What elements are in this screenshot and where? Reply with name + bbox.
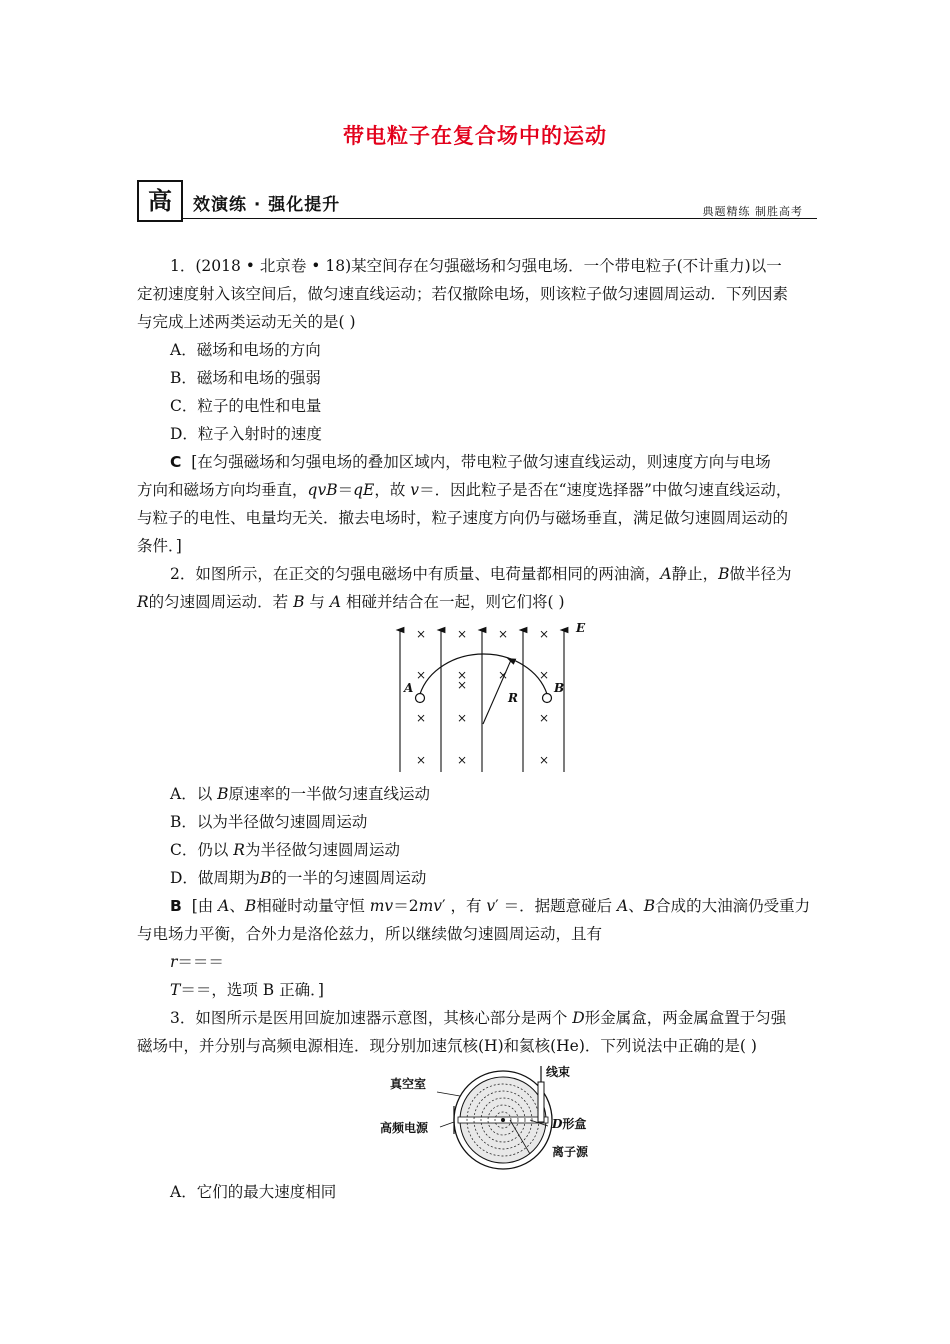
q1-option-c: C．粒子的电性和电量 [170, 397, 322, 415]
q2-field-figure [390, 620, 600, 780]
q2-text: ＝2 [393, 897, 419, 915]
banner-heading: 效演练 · 强化提升 [193, 195, 341, 215]
droplet-a [416, 694, 425, 703]
q1-option-b: B．磁场和电场的强弱 [170, 369, 321, 387]
cross-mark: × [497, 627, 509, 641]
cross-mark: × [456, 678, 468, 692]
q1-line-1: 1．(2018 • 北京卷 • 18)某空间存在匀强磁场和匀强电场．一个带电粒子(不计重力)以一 [170, 257, 782, 275]
q1-exp-formula: ＝ [337, 481, 354, 499]
cross-mark: × [415, 668, 427, 682]
cross-mark: × [456, 753, 468, 767]
cross-mark: × [456, 668, 468, 682]
q2-text: D．做周期为 [170, 869, 260, 887]
q2-var: mv [369, 897, 394, 915]
label-b: B [554, 681, 565, 695]
q1-exp-formula: qvB [307, 481, 338, 499]
label-a: A [404, 681, 414, 695]
label-beam: 线束 [546, 1065, 571, 1079]
q2-var: A [329, 593, 342, 611]
q2-text: 合成的大油滴仍受重力 [655, 897, 811, 915]
q2-text: ′ ，有 [442, 897, 487, 915]
q2-text: 静止， [671, 565, 719, 583]
q2-text: ＝＝，选项 B 正确．] [180, 981, 324, 999]
q2-explanation-line-2: 与电场力平衡，合外力是洛伦兹力，所以继续做匀速圆周运动，且有 [137, 925, 603, 943]
q2-line-1 [170, 560, 792, 589]
q2-explanation-line-1 [170, 892, 810, 921]
ion-source-dot [501, 1118, 505, 1122]
svg-text:D形盒 [551, 1116, 586, 1131]
q3-var: D [572, 1009, 585, 1027]
q1-exp-text: ＝．因此粒子是否在“速度选择器”中做匀速直线运动， [419, 481, 792, 499]
cross-mark: × [538, 627, 550, 641]
q2-var: R [233, 841, 245, 859]
label-r: R [508, 691, 518, 705]
q2-var: T [170, 981, 181, 999]
label-e: E [576, 621, 586, 635]
vacuum-pointer [437, 1092, 460, 1096]
cross-mark: × [538, 668, 550, 682]
q2-text: 2．如图所示，在正交的匀强电磁场中有质量、电荷量都相同的两油滴， [170, 565, 661, 583]
q2-var: R [137, 593, 149, 611]
q2-text: 相碰时动量守恒 [256, 897, 370, 915]
banner-box: 高 [137, 180, 183, 222]
q2-text: 的匀速圆周运动．若 [148, 593, 294, 611]
q2-option-b: B．以为半径做匀速圆周运动 [170, 813, 368, 831]
q2-var: A [218, 897, 230, 915]
q2-var: B [643, 897, 656, 915]
q2-answer: B [170, 897, 182, 915]
section-banner [137, 180, 817, 222]
q2-text: 的一半的匀速圆周运动 [271, 869, 427, 887]
q3-option-a: A．它们的最大速度相同 [170, 1183, 337, 1201]
label-power: 高频电源 [380, 1121, 429, 1135]
q2-text: 原速率的一半做匀速直线运动 [228, 785, 431, 803]
q1-explanation-line-2 [137, 476, 791, 505]
q3-line-1 [170, 1004, 786, 1033]
cross-mark: × [415, 711, 427, 725]
cross-mark: × [456, 711, 468, 725]
q2-var: v [486, 897, 496, 915]
label-vacuum: 真空室 [390, 1077, 427, 1091]
q2-option-a [170, 780, 430, 809]
label-dbox: 形盒 [562, 1117, 587, 1131]
cross-mark: × [415, 753, 427, 767]
cross-mark: × [456, 627, 468, 641]
cross-mark: × [415, 627, 427, 641]
q3-text: 形金属盒，两金属盒置于匀强 [584, 1009, 787, 1027]
cross-mark: × [538, 711, 550, 725]
q1-explanation-line-4: 条件．] [137, 537, 182, 555]
q2-line-2 [137, 588, 565, 617]
q1-exp-text: ，故 [374, 481, 411, 499]
q2-text: 相碰并结合在一起，则它们将( ) [341, 593, 565, 611]
q2-text: 与 [304, 593, 330, 611]
label-source: 离子源 [552, 1145, 589, 1159]
q2-explanation-line-3 [170, 948, 224, 977]
q2-var: A [617, 897, 629, 915]
q1-exp-formula: v [410, 481, 420, 499]
q2-text: 做半径为 [729, 565, 792, 583]
q2-var: B [718, 565, 730, 583]
q2-var: B [217, 785, 229, 803]
q1-line-3: 与完成上述两类运动无关的是( ) [137, 313, 356, 331]
q2-text: C．仍以 [170, 841, 234, 859]
q2-var: B [293, 593, 305, 611]
q2-text: ＝＝＝ [177, 953, 224, 971]
q2-text: 、 [229, 897, 245, 915]
q2-var: r [170, 953, 178, 971]
q2-option-d [170, 864, 426, 893]
semicircle-path [420, 654, 550, 694]
q1-option-a: A．磁场和电场的方向 [170, 341, 321, 359]
q1-answer: C [170, 453, 182, 471]
q2-explanation-line-4 [170, 976, 324, 1005]
q1-line-2: 定初速度射入该空间后，做匀速直线运动；若仅撤除电场，则该粒子做匀速圆周运动．下列因素 [137, 285, 789, 303]
q2-text: A．以 [170, 785, 218, 803]
q2-var: B [244, 897, 257, 915]
q2-text: 为半径做匀速圆周运动 [244, 841, 400, 859]
banner-slogan: 典题精练 制胜高考 [702, 205, 803, 218]
q3-text: 3．如图所示是医用回旋加速器示意图，其核心部分是两个 [170, 1009, 573, 1027]
q1-option-d: D．粒子入射时的速度 [170, 425, 322, 443]
q1-explanation-line-1 [170, 448, 771, 477]
q2-option-c [170, 836, 400, 865]
q1-explanation-line-3: 与粒子的电性、电量均无关．撤去电场时，粒子速度方向仍与磁场垂直，满足做匀速圆周运动的 [137, 509, 789, 527]
cyclotron-figure [380, 1062, 610, 1174]
droplet-b [543, 694, 552, 703]
q2-var: A [660, 565, 672, 583]
q3-line-2: 磁场中，并分别与高频电源相连．现分别加速氘核(H)和氦核(He)．下列说法中正确的是( ) [137, 1037, 757, 1055]
q2-text: ′ ＝．据题意碰后 [495, 897, 618, 915]
q1-exp-formula: qE [353, 481, 375, 499]
cross-mark: × [497, 668, 509, 682]
q1-exp-text: [在匀强磁场和匀强电场的叠加区域内，带电粒子做匀速直线运动，则速度方向与电场 [191, 453, 771, 471]
banner-rule [183, 218, 817, 219]
beam-exit [538, 1082, 544, 1122]
q1-exp-text: 方向和磁场方向均垂直， [137, 481, 308, 499]
q2-var: mv [418, 897, 443, 915]
page-title: 带电粒子在复合场中的运动 [343, 124, 607, 148]
label-dbox-d: D [552, 1117, 563, 1131]
cross-mark: × [538, 753, 550, 767]
q2-text: [由 [191, 897, 219, 915]
q2-text: 、 [628, 897, 644, 915]
power-pointer [440, 1122, 454, 1127]
q2-var: B [259, 869, 272, 887]
